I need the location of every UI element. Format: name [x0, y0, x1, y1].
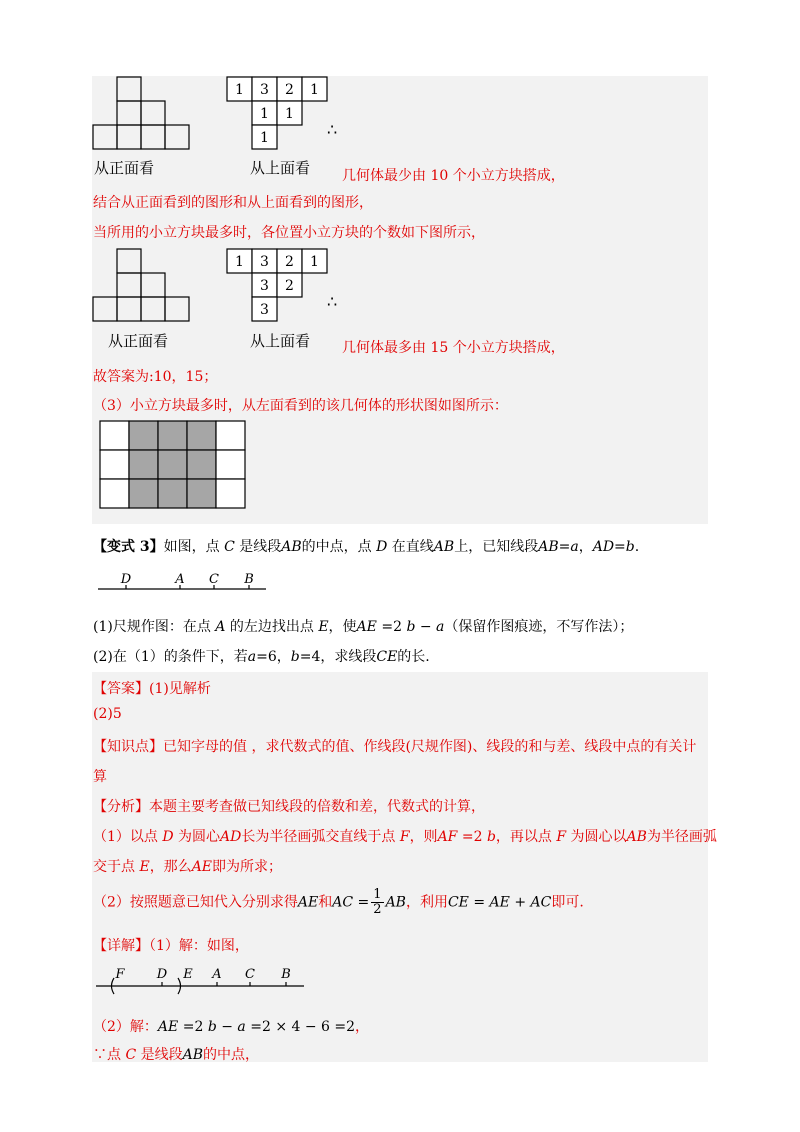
stem-text: 上，已知线段 — [454, 539, 539, 555]
step-text: 即为所求； — [212, 859, 283, 875]
q2-text: (2)在（1）的条件下，若 — [93, 649, 248, 665]
var-a: a — [237, 1019, 246, 1035]
segment-ab: AB — [538, 539, 559, 555]
analysis-step1-line1 — [93, 826, 717, 846]
knowledge-text: 已知字母的值 ，求代数式的值、作线段(尺规作图)、线段的和与差、线段中点的有关计 — [163, 739, 697, 755]
segment-ae: AE — [356, 619, 377, 635]
segment-ab: AB — [385, 894, 406, 911]
grid1-cell: 1 — [285, 106, 294, 122]
point-a: A — [215, 619, 226, 635]
line-diagram-1 — [92, 570, 272, 594]
step-text: 和 — [318, 894, 333, 911]
max-intro-text: 当所用的小立方块最多时，各位置小立方块的个数如下图所示， — [93, 225, 485, 241]
top-view-caption-1: 从上面看 — [250, 159, 311, 177]
step-text: （1）以点 — [93, 829, 163, 845]
grid2-cell: 3 — [260, 254, 269, 270]
knowledge-block — [93, 736, 696, 756]
segment-ac: AC — [332, 894, 354, 911]
segment-ad: AD — [220, 829, 242, 845]
segment-ad: AD — [592, 539, 615, 555]
front-view-figure-2 — [92, 248, 194, 324]
stem-text: = — [558, 539, 571, 555]
left-view-grid — [99, 420, 249, 510]
line-diagram-2 — [92, 964, 308, 998]
variant3-stem — [93, 536, 639, 556]
line2-label: A — [212, 967, 222, 982]
segment-af: AF — [437, 829, 458, 845]
stem-text: 如图，点 — [163, 539, 225, 555]
segment-ce: CE — [376, 649, 398, 665]
part2-text: ， — [355, 1019, 370, 1035]
segment-ab: AB — [281, 539, 302, 555]
combine-text: 结合从正面看到的图形和从上面看到的图形， — [93, 195, 373, 211]
line2-label: B — [281, 967, 291, 982]
line1-label: A — [175, 572, 185, 587]
segment-ac: AC — [530, 894, 552, 911]
part2-text: =2 — [178, 1019, 208, 1035]
answer-line: 故答案为:10，15； — [93, 369, 218, 385]
segment-ab: AB — [626, 829, 647, 845]
grid2-cell: 2 — [285, 278, 294, 294]
point-e: E — [139, 859, 150, 875]
front-view-caption-2: 从正面看 — [108, 332, 169, 350]
step-text: = — [353, 894, 370, 911]
segment-ae: AE — [191, 859, 213, 875]
var-b: b — [625, 539, 635, 555]
line2-label: D — [156, 967, 168, 982]
fraction-numerator: 1 — [373, 887, 382, 902]
line2-label: F — [115, 967, 125, 982]
max-cubes-text: 几何体最多由 15 个小立方块搭成， — [342, 340, 565, 356]
var-a: a — [570, 539, 579, 555]
one-half-fraction — [371, 888, 383, 917]
line1-label: C — [209, 572, 219, 587]
q2-text: 的长. — [397, 649, 430, 665]
analysis-label: 【分析】 — [93, 799, 149, 815]
part2-text: =2 × 4 − 6 =2 — [245, 1019, 356, 1035]
grid2-cell: 3 — [260, 278, 269, 294]
analysis-step1-line2 — [93, 856, 282, 876]
segment-ab: AB — [182, 1047, 204, 1063]
grid2-cell: 2 — [285, 254, 294, 270]
step-text: ，再以点 — [495, 829, 557, 845]
segment-ce: CE — [447, 894, 469, 911]
var-b: b — [486, 829, 496, 845]
grid1-cell: 1 — [260, 130, 269, 146]
step-text: ，那么 — [149, 859, 192, 875]
var-a: a — [436, 619, 445, 635]
because-line — [93, 1044, 259, 1064]
segment-ab: AB — [433, 539, 455, 555]
front-view-caption-1: 从正面看 — [94, 159, 155, 177]
part3-line: （3）小立方块最多时，从左面看到的该几何体的形状图如图所示： — [93, 398, 508, 414]
because-text: ∵点 — [93, 1047, 126, 1063]
q1-text: − — [415, 619, 437, 635]
step-text: ，利用 — [405, 894, 448, 911]
answer-2: (2)5 — [93, 706, 122, 722]
because-text: 的中点， — [203, 1047, 260, 1063]
grid1-cell: 1 — [310, 82, 319, 98]
grid1-cell: 3 — [260, 82, 269, 98]
front-view-figure-1 — [92, 76, 194, 152]
line1-label: D — [120, 572, 132, 587]
step-text: 为圆心 — [173, 829, 221, 845]
q1-text: ，使 — [328, 619, 357, 635]
point-c: C — [125, 1047, 137, 1063]
step-text: 为圆心以 — [566, 829, 627, 845]
stem-text: 是线段 — [234, 539, 282, 555]
point-d: D — [162, 829, 174, 845]
var-a: a — [247, 649, 257, 665]
point-d: D — [376, 539, 388, 555]
step-text: + — [509, 894, 531, 911]
top-view-grid-2 — [226, 248, 330, 324]
stem-text: ， — [578, 539, 593, 555]
top-view-caption-2: 从上面看 — [250, 332, 311, 350]
step-text: 交于点 — [93, 859, 140, 875]
analysis-step2 — [93, 888, 584, 917]
q1-text: 的左边找出点 — [225, 619, 319, 635]
detail-text: （1）解：如图， — [149, 938, 249, 954]
var-b: b — [207, 1019, 217, 1035]
grid2-cell: 1 — [310, 254, 319, 270]
therefore-symbol-2: ∴ — [327, 292, 338, 311]
grid1-cell: 1 — [260, 106, 269, 122]
top-view-grid-1 — [226, 76, 330, 152]
variant3-label: 【变式 3】 — [93, 539, 164, 555]
step-text: 为半径画弧 — [646, 829, 717, 845]
fraction-denominator: 2 — [373, 902, 382, 917]
question-1 — [93, 616, 633, 636]
q1-text: =2 — [376, 619, 407, 635]
part2-text: − — [216, 1019, 238, 1035]
stem-text: . — [634, 539, 640, 555]
segment-ae: AE — [157, 1019, 179, 1035]
stem-text: = — [614, 539, 626, 555]
part2-solution — [93, 1016, 369, 1036]
segment-ae: AE — [297, 894, 319, 911]
q1-text: (1)尺规作图：在点 — [93, 619, 216, 635]
grid2-cell: 1 — [235, 254, 244, 270]
point-f: F — [556, 829, 567, 845]
line2-label: E — [183, 967, 193, 982]
point-c: C — [224, 539, 235, 555]
q2-text: =6， — [256, 649, 291, 665]
answer-block — [93, 678, 211, 698]
grid2-cell: 3 — [260, 302, 269, 318]
step-text: （2）按照题意已知代入分别求得 — [93, 894, 298, 911]
analysis-block — [93, 796, 485, 816]
answer-1: (1)见解析 — [149, 681, 211, 697]
q2-text: =4，求线段 — [299, 649, 377, 665]
line2-label: C — [245, 967, 255, 982]
analysis-text: 本题主要考查做已知线段的倍数和差，代数式的计算， — [149, 799, 485, 815]
step-text: =2 — [457, 829, 487, 845]
therefore-symbol-1: ∴ — [327, 120, 338, 139]
step-text: ，则 — [409, 829, 438, 845]
detail-block — [93, 935, 249, 955]
grid1-cell: 2 — [285, 82, 294, 98]
because-text: 是线段 — [136, 1047, 183, 1063]
knowledge-text-2: 算 — [93, 769, 107, 785]
stem-text: 在直线 — [387, 539, 434, 555]
question-2 — [93, 646, 430, 666]
step-text: 长为半径画弧交直线于点 — [241, 829, 400, 845]
var-b: b — [406, 619, 416, 635]
step-text: 即可. — [551, 894, 584, 911]
line1-label: B — [244, 572, 254, 587]
grid1-cell: 1 — [235, 82, 244, 98]
detail-label: 【详解】 — [93, 938, 149, 954]
segment-ae: AE — [489, 894, 510, 911]
knowledge-label: 【知识点】 — [93, 739, 163, 755]
part2-text: （2）解： — [93, 1019, 158, 1035]
point-e: E — [318, 619, 329, 635]
q1-text: （保留作图痕迹，不写作法）； — [444, 619, 634, 635]
point-f: F — [399, 829, 410, 845]
step-text: = — [468, 894, 490, 911]
stem-text: 的中点，点 — [301, 539, 377, 555]
min-cubes-text: 几何体最少由 10 个小立方块搭成， — [342, 168, 565, 184]
var-b: b — [290, 649, 300, 665]
answer-label: 【答案】 — [93, 681, 149, 697]
